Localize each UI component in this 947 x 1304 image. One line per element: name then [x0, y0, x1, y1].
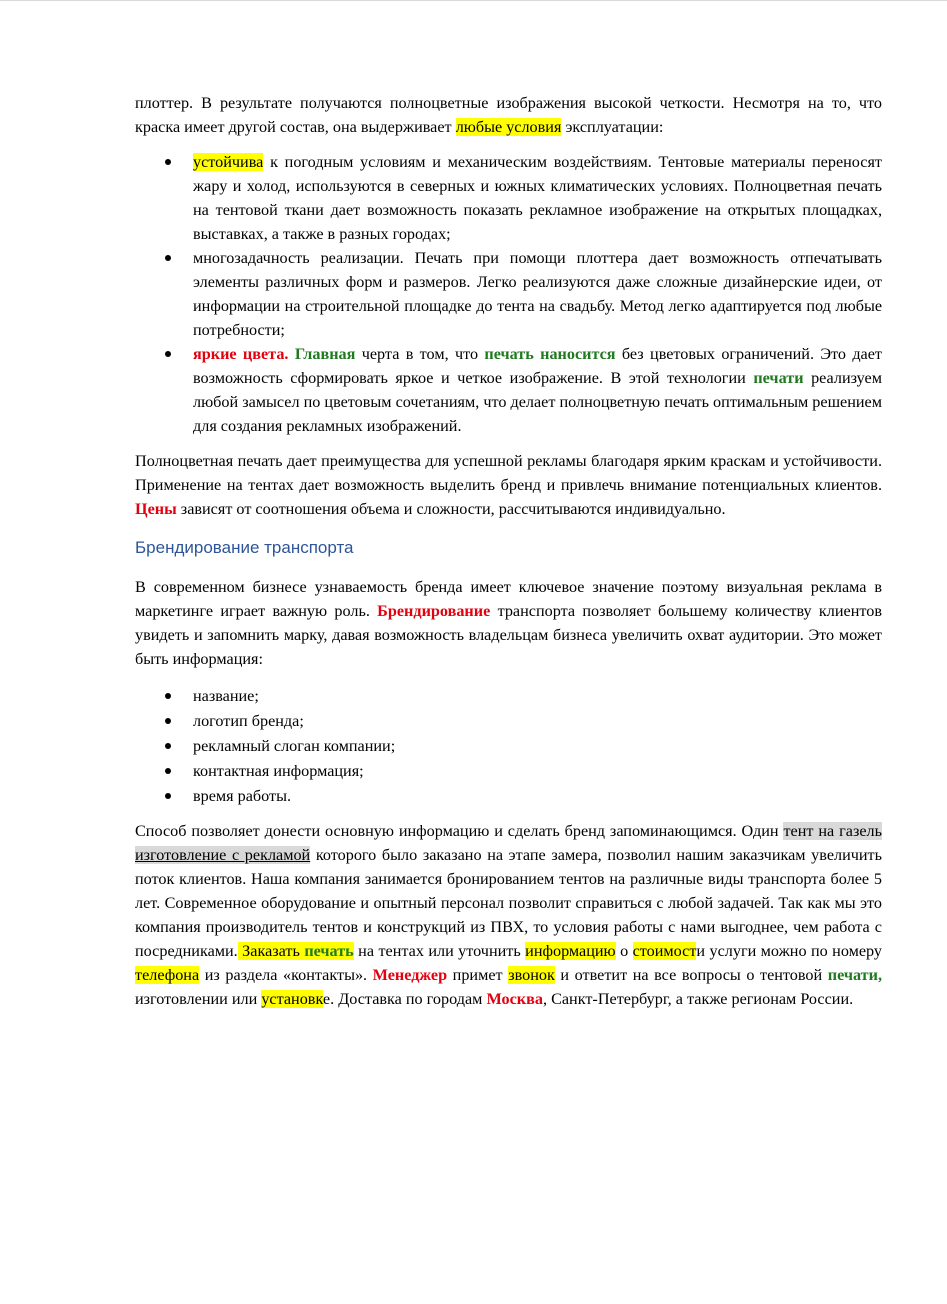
bullet-list-properties	[135, 150, 882, 438]
keyword-print: печать	[304, 942, 354, 960]
highlight-phone: телефона	[135, 966, 200, 984]
text-span: эксплуатации:	[561, 118, 664, 136]
list-item: логотип бренда;	[135, 709, 882, 734]
bullet-list-info	[135, 684, 882, 809]
highlight-gray-phrase: тент на газель	[783, 822, 882, 840]
paragraph-company	[135, 819, 882, 1011]
text-span: на тентах или уточнить	[353, 942, 526, 960]
highlight-installation: установк	[261, 990, 323, 1008]
text-span: Способ позволяет донести основную информацию и сделать бренд запоминающимся. Один	[135, 822, 784, 840]
text-span: транспорта позволяет большему количеству клиентов увидеть и запомнить марку, давая возможность владельцам бизнеса увеличить охват аудитории. Это может быть информация:	[135, 602, 882, 668]
text-span: многозадачность реализации. Печать при помощи плоттера дает возможность отпечатывать элементы различных форм и размеров. Легко реализуются даже сложные дизайнерские идеи, от информации на строительной площадке до тента на свадьбу. Метод легко адаптируется под любые потребности;	[193, 249, 882, 339]
list-item: рекламный слоган компании;	[135, 734, 882, 759]
text-span: реализуем любой замысел по цветовым сочетаниям, что делает полноцветную печать оптимальным решением для создания рекламных изображений.	[193, 369, 882, 435]
keyword-manager: Менеджер	[372, 966, 448, 984]
highlight-call: звонок	[508, 966, 555, 984]
list-item: время работы.	[135, 784, 882, 809]
highlight-cost: стоимост	[632, 942, 697, 960]
text-span: , Санкт-Петербург, а также регионам России.	[542, 990, 854, 1008]
paragraph-advantages	[135, 449, 882, 521]
text-span: к погодным условиям и механическим воздействиям. Тентовые материалы переносят жару и холод, используются в северных и южных климатических условиях. Полноцветная печать на тентовой ткани дает возможность показать рекламное изображение на открытых площадках, выставках, а также в разных городах;	[193, 153, 882, 243]
text-span: о	[615, 942, 633, 960]
keyword-branding: Брендирование	[377, 602, 491, 620]
text-span: изготовлении или	[135, 990, 262, 1008]
text-span: из раздела «контакты».	[199, 966, 373, 984]
text-span: примет	[447, 966, 509, 984]
keyword-moscow: Москва	[486, 990, 543, 1008]
text-span: В современном бизнесе узнаваемость бренда имеет ключевое значение поэтому визуальная реклама в маркетинге играет важную роль.	[135, 578, 882, 620]
list-item	[135, 246, 882, 342]
paragraph-branding	[135, 575, 882, 671]
keyword-main: Главная	[294, 345, 356, 363]
keyword-printing: печати,	[827, 966, 882, 984]
document-page	[135, 91, 882, 1011]
list-item: контактная информация;	[135, 759, 882, 784]
list-item	[135, 150, 882, 246]
text-span: без цветовых ограничений. Это дает возможность сформировать яркое и четкое изображение. В этой технологии	[193, 345, 882, 387]
text-span: черта в том, что	[355, 345, 485, 363]
text-span: которого было заказано на этапе замера, позволил нашим заказчикам увеличить поток клиентов. Наша компания занимается бронированием тентов на различные виды транспорта более 5 лет. Современное оборудование и опытный персонал позволит справиться с любой задачей. Так как мы это компания производитель тентов и конструкций из ПВХ, то условия работы с нами выгоднее, чем работа с посредниками.	[135, 846, 883, 960]
list-item: название;	[135, 684, 882, 709]
highlight-resistant: устойчива	[193, 153, 264, 171]
highlight-order: Заказать	[237, 942, 305, 960]
keyword-printing: печати	[753, 369, 804, 387]
text-span: и услуги можно по номеру	[696, 942, 883, 960]
text-span: Полноцветная печать дает преимущества для успешной рекламы благодаря ярким краскам и устойчивости. Применение на тентах дает возможность выделить бренд и привлечь внимание потенциальных клиентов.	[135, 452, 882, 494]
keyword-bright-colors: яркие цвета.	[193, 345, 289, 363]
highlight-information: информацию	[525, 942, 616, 960]
text-span: зависят от соотношения объема и сложности, рассчитываются индивидуально.	[176, 500, 726, 518]
highlight-any-conditions: любые условия	[455, 118, 562, 136]
section-heading: Брендирование транспорта	[135, 538, 354, 557]
keyword-print-applied: печать наносится	[484, 345, 616, 363]
text-span: е. Доставка по городам	[322, 990, 487, 1008]
paragraph-intro	[135, 91, 882, 139]
text-span: плоттер. В результате получаются полноцветные изображения высокой четкости. Несмотря на то, что краска имеет другой состав, она выдерживает	[135, 94, 882, 136]
page-top-border	[0, 0, 947, 1]
list-item	[135, 342, 882, 438]
text-span: и ответит на все вопросы о тентовой	[554, 966, 828, 984]
link-manufacturing-advertising[interactable]: изготовление с рекламой	[135, 846, 311, 864]
keyword-prices: Цены	[135, 500, 177, 518]
